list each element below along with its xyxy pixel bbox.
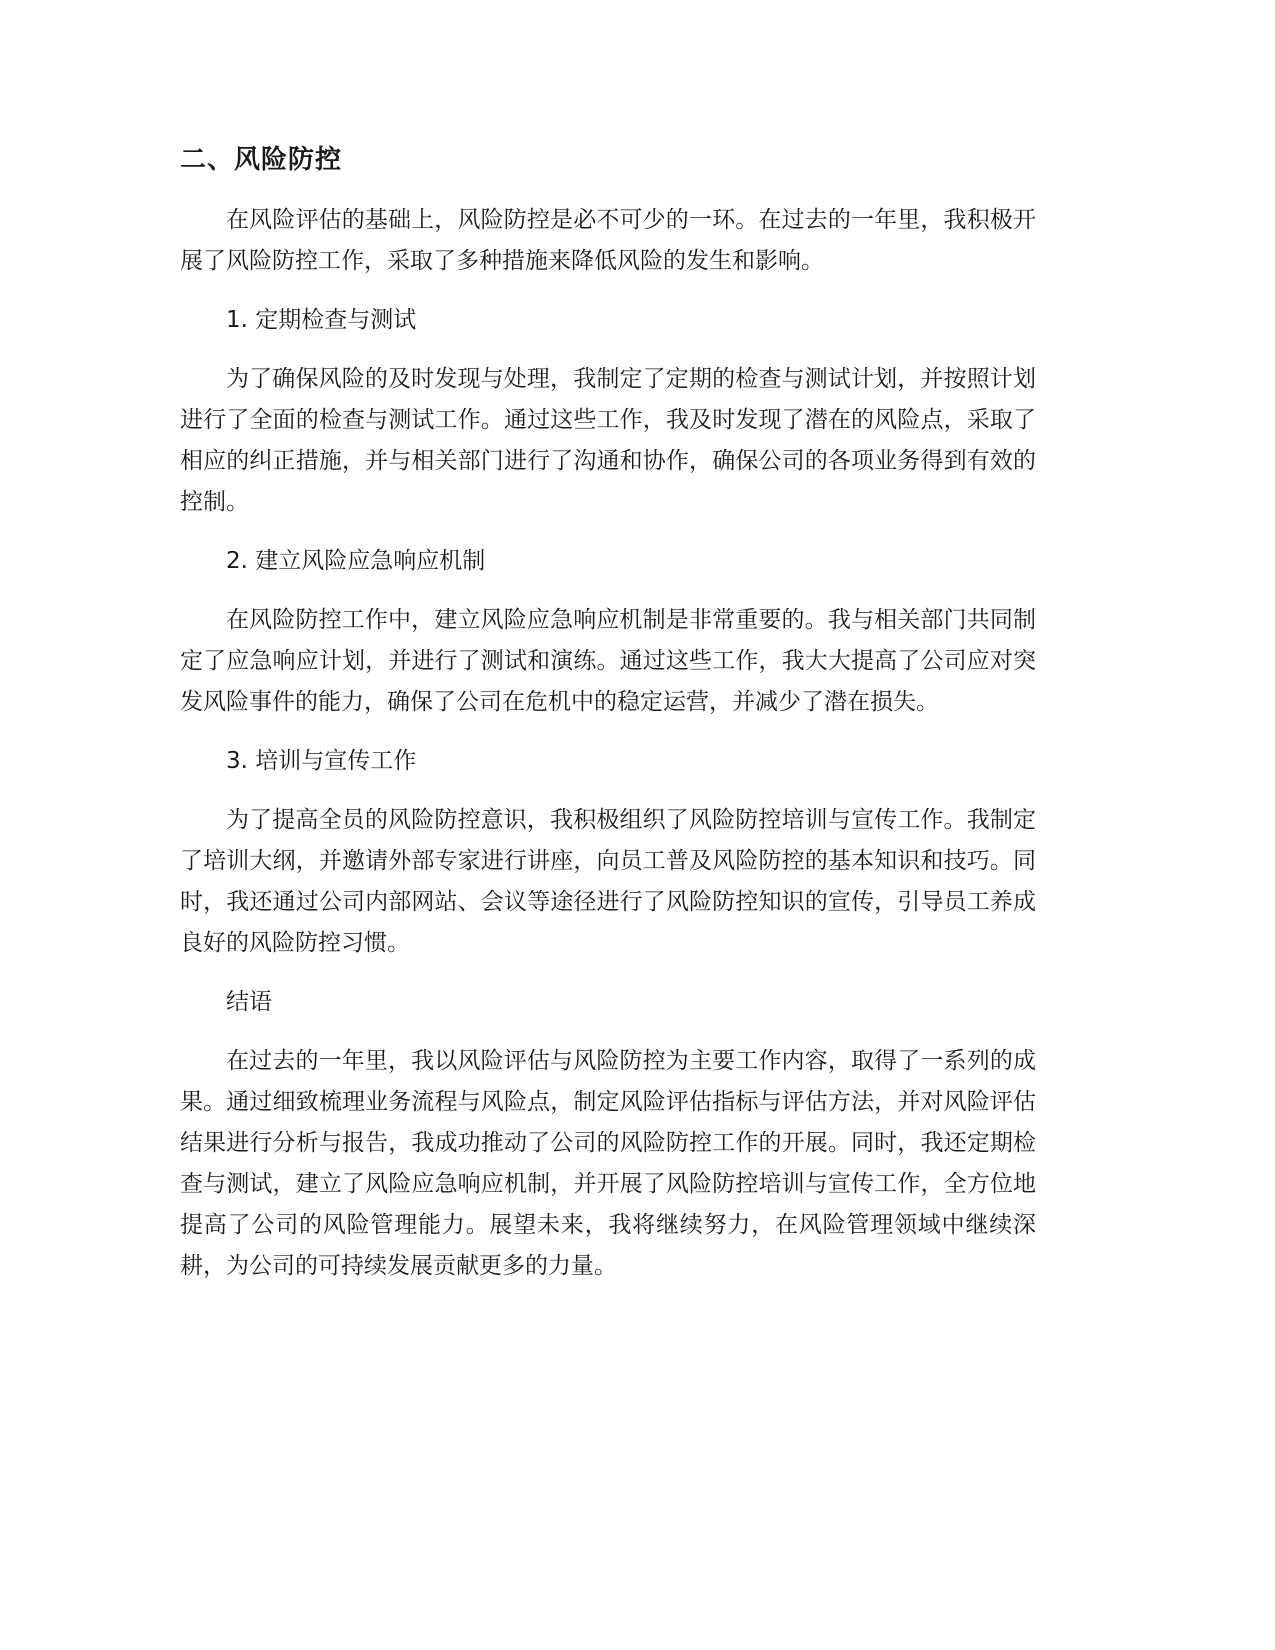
section-heading: 二、风险防控 (180, 145, 343, 175)
document-page (180, 140, 1036, 1305)
item-body-3: 为了提高全员的风险防控意识，我积极组织了风险防控培训与宣传工作。我制定了培训大纲，并邀请外部专家进行讲座，向员工普及风险防控的基本知识和技巧。同时，我还通过公司内部网站、会议等途径进行了风险防控知识的宣传，引导员工养成良好的风险防控习惯。 (180, 807, 1036, 956)
item-heading-3: 3. 培训与宣传工作 (226, 748, 417, 774)
item-body-1: 为了确保风险的及时发现与处理，我制定了定期的检查与测试计划，并按照计划进行了全面的检查与测试工作。通过这些工作，我及时发现了潜在的风险点，采取了相应的纠正措施，并与相关部门进行了沟通和协作，确保公司的各项业务得到有效的控制。 (180, 366, 1036, 515)
item-heading-1: 1. 定期检查与测试 (226, 307, 417, 333)
intro-paragraph: 在风险评估的基础上，风险防控是必不可少的一环。在过去的一年里，我积极开展了风险防控工作，采取了多种措施来降低风险的发生和影响。 (180, 207, 1036, 274)
conclusion-body: 在过去的一年里，我以风险评估与风险防控为主要工作内容，取得了一系列的成果。通过细致梳理业务流程与风险点，制定风险评估指标与评估方法，并对风险评估结果进行分析与报告，我成功推动了公司的风险防控工作的开展。同时，我还定期检查与测试，建立了风险应急响应机制，并开展了风险防控培训与宣传工作，全方位地提高了公司的风险管理能力。展望未来，我将继续努力，在风险管理领域中继续深耕，为公司的可持续发展贡献更多的力量。 (180, 1048, 1036, 1279)
item-body-2: 在风险防控工作中，建立风险应急响应机制是非常重要的。我与相关部门共同制定了应急响应计划，并进行了测试和演练。通过这些工作，我大大提高了公司应对突发风险事件的能力，确保了公司在危机中的稳定运营，并减少了潜在损失。 (180, 607, 1036, 715)
conclusion-heading: 结语 (226, 989, 272, 1015)
item-heading-2: 2. 建立风险应急响应机制 (226, 548, 486, 574)
